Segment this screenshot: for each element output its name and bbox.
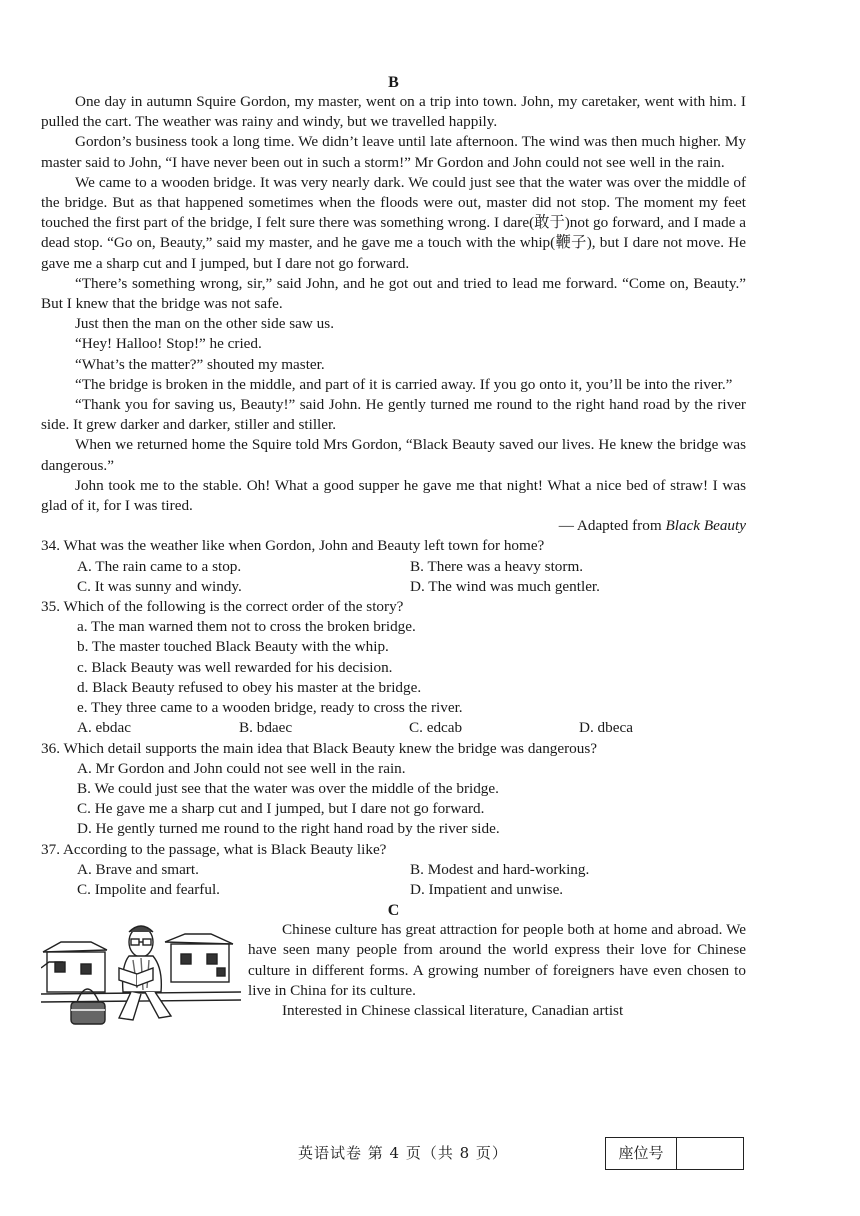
passage-paragraph: “Thank you for saving us, Beauty!” said John. He gently turned me round to the right hand road by the river side. It grew darker and darker, stiller and stiller. xyxy=(41,396,746,434)
question-stem: 34. What was the weather like when Gordon, John and Beauty left town for home? xyxy=(41,537,545,555)
passage-paragraph: Gordon’s business took a long time. We didn’t leave until late afternoon. The wind was then much higher. My master said to John, “I have never been out in such a storm!” Mr Gordon and John could not see well in the rain. xyxy=(41,133,746,171)
story-event: a. The man warned them not to cross the broken bridge. xyxy=(77,618,416,636)
passage-paragraph: “What’s the matter?” shouted my master. xyxy=(75,355,325,373)
answer-option[interactable]: C. edcab xyxy=(409,719,463,737)
passage-paragraph: We came to a wooden bridge. It was very nearly dark. We could just see that the water was over the middle of the bridge. But as that happened sometimes when the floods were out, master did not stop. The moment my feet touched the first part of the bridge, I felt sure there was something wrong. I dare(敢于)not go forward, and I made a dead stop. “Go on, Beauty,” said my master, and he gave me a touch with the whip(鞭子), but I dare not move. He gave me a sharp cut and I jumped, but I dare not go forward. xyxy=(41,173,746,272)
answer-option[interactable]: B. Modest and hard-working. xyxy=(410,860,590,878)
answer-option[interactable]: D. Impatient and unwise. xyxy=(410,880,564,898)
passage-paragraph: “There’s something wrong, sir,” said John, and he got out and tried to lead me forward. “Come on, Beauty.” But I knew that the bridge was not safe. xyxy=(41,274,746,313)
seat-number-box xyxy=(605,1137,744,1170)
section-b-title: B xyxy=(388,74,399,91)
question-36 xyxy=(41,739,746,840)
page-footer xyxy=(0,1137,860,1173)
section-b xyxy=(41,72,746,536)
passage-paragraph: “Hey! Halloo! Stop!” he cried. xyxy=(75,335,262,353)
answer-option[interactable]: B. There was a heavy storm. xyxy=(410,557,584,575)
passage-paragraph: When we returned home the Squire told Mrs Gordon, “Black Beauty saved our lives. He knew the bridge was dangerous.” xyxy=(41,436,746,474)
illustration-reading-man xyxy=(41,922,241,1026)
answer-option[interactable]: A. The rain came to a stop. xyxy=(77,557,242,575)
answer-option[interactable]: A. ebdac xyxy=(77,719,131,737)
section-c-title: C xyxy=(387,902,400,920)
passage-paragraph: John took me to the stable. Oh! What a good supper he gave me that night! What a nice bed of straw! I was glad of it, for I was tired. xyxy=(41,476,746,515)
question-37 xyxy=(41,840,746,901)
answer-option[interactable]: C. It was sunny and windy. xyxy=(77,577,242,595)
passage-paragraph: Chinese culture has great attraction for people both at home and abroad. We have seen many people from around the world express their love for Chinese culture in different forms. A growing number of foreigners have even chosen to live in China for its culture. xyxy=(248,921,746,999)
answer-option[interactable]: D. He gently turned me round to the right hand road by the river side. xyxy=(77,820,500,838)
question-stem: 37. According to the passage, what is Black Beauty like? xyxy=(41,840,387,858)
seat-number-label: 座位号 xyxy=(606,1138,677,1169)
passage-paragraph: One day in autumn Squire Gordon, my master, went on a trip into town. John, my caretaker, went with him. I pulled the cart. The weather was rainy and windy, but we travelled happily. xyxy=(41,93,746,131)
story-event: b. The master touched Black Beauty with the whip. xyxy=(77,638,389,656)
answer-option[interactable]: D. dbeca xyxy=(579,719,633,737)
answer-option[interactable]: C. Impolite and fearful. xyxy=(77,880,220,898)
source-prefix: — Adapted from xyxy=(558,517,666,535)
question-35 xyxy=(41,597,746,738)
seat-number-field[interactable] xyxy=(677,1138,743,1169)
answer-option[interactable]: A. Brave and smart. xyxy=(77,860,199,878)
source-title: Black Beauty xyxy=(665,517,746,535)
section-c xyxy=(41,900,746,1021)
answer-option[interactable]: B. We could just see that the water was over the middle of the bridge. xyxy=(77,779,499,797)
passage-source xyxy=(41,516,746,536)
illustration-svg xyxy=(41,922,241,1026)
question-34 xyxy=(41,536,746,597)
answer-option[interactable]: D. The wind was much gentler. xyxy=(410,577,600,595)
exam-page xyxy=(41,72,746,1021)
page-number-text: 英语试卷 第 4 页（共 8 页） xyxy=(298,1144,508,1162)
passage-paragraph: “The bridge is broken in the middle, and part of it is carried away. If you go onto it, you’ll be into the river.” xyxy=(75,375,733,393)
question-stem: 36. Which detail supports the main idea that Black Beauty knew the bridge was dangerous? xyxy=(41,739,598,757)
question-stem: 35. Which of the following is the correct order of the story? xyxy=(41,598,404,616)
passage-paragraph: Just then the man on the other side saw us. xyxy=(75,315,334,333)
story-event: d. Black Beauty refused to obey his master at the bridge. xyxy=(77,678,422,696)
answer-option[interactable]: C. He gave me a sharp cut and I jumped, but I dare not go forward. xyxy=(77,800,485,818)
answer-option[interactable]: B. bdaec xyxy=(239,719,293,737)
answer-option[interactable]: A. Mr Gordon and John could not see well in the rain. xyxy=(77,759,406,777)
passage-paragraph: Interested in Chinese classical literature, Canadian artist xyxy=(282,1001,624,1019)
story-event: c. Black Beauty was well rewarded for his decision. xyxy=(77,658,393,676)
section-c-text xyxy=(248,920,746,1021)
story-event: e. They three came to a wooden bridge, ready to cross the river. xyxy=(77,699,463,717)
